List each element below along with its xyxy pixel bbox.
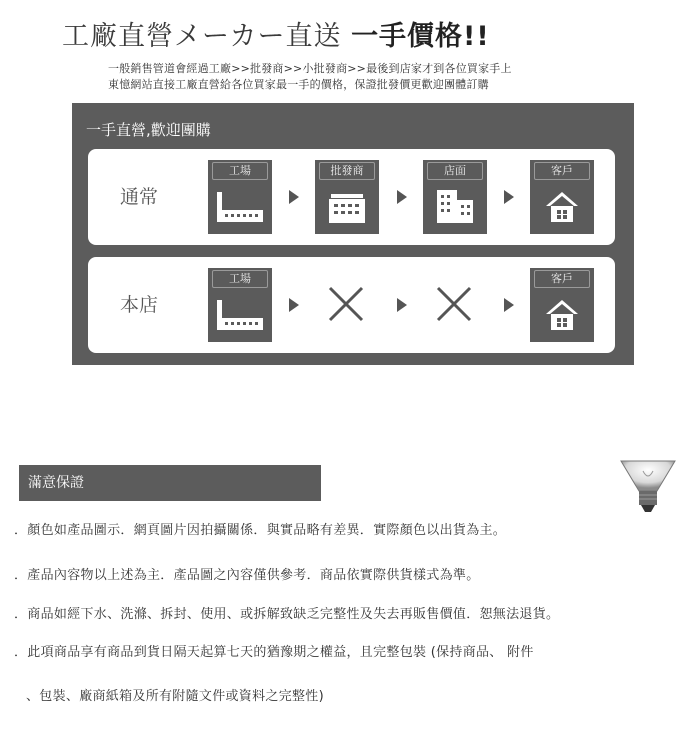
store-building-icon — [429, 186, 481, 226]
headline-main: 工廠直營メーカー直送 — [62, 21, 342, 52]
intro-line-2: 東憶網站直接工廠直營給各位買家最一手的價格，保證批發價更歡迎團體訂購 — [108, 78, 489, 91]
step-label: 客戶 — [534, 270, 590, 288]
usual-chain-row — [88, 149, 615, 245]
home-icon — [536, 294, 588, 334]
step-customer — [530, 160, 594, 234]
cross-icon — [326, 284, 366, 324]
our-store-row — [88, 257, 615, 353]
factory-icon — [214, 294, 266, 334]
factory-icon — [214, 186, 266, 226]
step-factory — [208, 160, 272, 234]
headline-emphasis: 一手價格!! — [351, 21, 490, 52]
arrow-right-icon — [504, 190, 514, 204]
guarantee-note: ．此項商品享有商品到貨日隔天起算七天的猶豫期之權益，且完整包裝 (保持商品、 附件 — [14, 645, 534, 660]
intro-line-1: 一般銷售管道會經過工廠>>批發商>>小批發商>>最後到店家才到各位買家手上 — [108, 62, 512, 75]
step-store — [423, 160, 487, 234]
lightbulb-icon — [617, 459, 679, 519]
arrow-right-icon — [289, 190, 299, 204]
wholesale-building-icon — [321, 186, 373, 226]
arrow-right-icon — [397, 298, 407, 312]
distribution-panel — [72, 103, 634, 365]
step-wholesaler — [315, 160, 379, 234]
step-label: 工場 — [212, 162, 268, 180]
step-factory — [208, 268, 272, 342]
step-label: 批發商 — [319, 162, 375, 180]
arrow-right-icon — [397, 190, 407, 204]
row-label-usual: 通常 — [120, 186, 159, 208]
row-label-our-store: 本店 — [120, 294, 159, 316]
home-icon — [536, 186, 588, 226]
step-label: 客戶 — [534, 162, 590, 180]
step-customer — [530, 268, 594, 342]
arrow-right-icon — [289, 298, 299, 312]
guarantee-note: ．商品如經下水、洗滌、拆封、使用、或拆解致缺乏完整性及失去再販售價值．恕無法退貨。 — [14, 607, 560, 622]
arrow-right-icon — [504, 298, 514, 312]
page-headline — [62, 14, 490, 53]
guarantee-note: ．顏色如產品圖示．網頁圖片因拍攝關係．與實品略有差異．實際顏色以出貨為主。 — [14, 523, 507, 538]
cross-icon — [434, 284, 474, 324]
guarantee-note: 、包裝、廠商紙箱及所有附隨文件或資料之完整性) — [26, 689, 324, 704]
panel-title: 一手直營,歡迎團購 — [86, 121, 211, 139]
guarantee-note: ．產品內容物以上述為主．產品圖之內容僅供參考．商品依實際供貨樣式為準。 — [14, 568, 480, 583]
guarantee-title: 滿意保證 — [19, 465, 321, 501]
step-label: 店面 — [427, 162, 483, 180]
step-label: 工場 — [212, 270, 268, 288]
